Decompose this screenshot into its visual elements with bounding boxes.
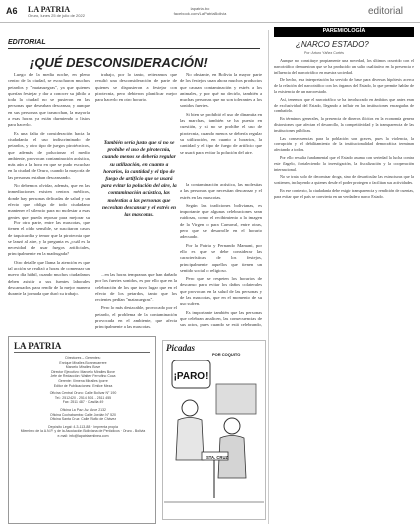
paragraph: Es importante también que las personas que celebran analicen, las consecuencias de sus actos, pues cuando se está celebrando, [180,309,262,328]
info-line: e-mail: info@lapatriaenlinea.com [57,433,109,438]
info-line: Miembro de la A.N.P. y de la Asociación Boliviana de Periódicos · Oruro - Bolivia [20,429,146,434]
editorial-column-1 [8,72,90,222]
info-line: Director Ejecutivo: Marcelo Miralles Bove [51,369,115,374]
editorial-column-1-bottom [8,220,90,330]
paragraph: En ese contexto, la ciudadanía debe exigir transparencia y rendición de cuentas, para evitar que el país se convierta en un verdadero narco Estado. [274,187,414,199]
info-line: Oficina La Paz: Av. Arce 2132 [60,407,106,412]
website-url: lapatria.bo [190,6,210,11]
paragraph: Por ello resulta fundamental que el Estado asuma con seriedad la lucha contra este flagelo, fortaleciendo la investigación, la fiscalización y la cooperación internacional. [274,154,414,172]
column-header: PAREMIOLOGÍA [322,28,366,34]
paragraph: Por la Patria y Fernando Mamani, por ello es que se debe considerar las características de los festejos, principalmente aquellos que tienen un sentido social o religioso. [180,242,262,273]
info-line: Oficina Central Oruro: Calle Bolívar N° 190 [49,391,117,396]
article-author: Por: Arturo Yáñez Cortés [304,51,344,55]
cartoon-strip-title: Picadas [166,343,195,353]
cartoon-author: POR COQUITO [212,352,241,357]
figure-body [176,418,204,461]
info-line: Fax: 2511 487 · Casilla 49 [62,400,104,405]
paragraph: Si bien se prohibió el uso de dinamita en las marchas, también se ha puesto en cuestión, y si no se prohíbe el uso de pirotecnia, cuando menos se debería regular su utilización, en cuanto a horarios, la cantidad y el tipo de fuego de artificio que se usará para evitar la polución del aire. [180,111,262,155]
paragraph: Aunque no constituye propiamente una novedad, los últimos ocurrido con el narcotráfico demuestran que se ha producido un salto cualitativo en la presencia e influencia del narcotráfico en nuestra sociedad. [274,58,414,75]
info-line: Jefe de Redacción: Walter Ferrufino Coca [50,374,116,379]
paragraph: En términos generales, la presencia de dineros ilícitos en la economía genera distorsiones que afectan el desarrollo, la competitividad y la transparencia de las instituciones públicas. [274,116,414,133]
cartoon-sign-text: STA. CRUZ [206,455,229,460]
paragraph: Las consecuencias para la población son graves, pues la violencia, la corrupción y el debilitamiento de la institucionalidad democrática terminan afectando a todos. [274,135,414,153]
paragraph: Otro detalle que llama la atención es que tal acción se realizó a horas de comenzar un nuevo día hábil, cuando muchos ciudadanos deben asistir a sus fuentes laborales descansados para rendir de la mejor manera durante la jornada que duró su trabajo. [8,259,90,297]
info-line: Depósito Legal: 4-3-113-88 · Imprenta propia [48,424,118,429]
info-line: Oficina Santa Cruz: Calle Ñuflo de Chávez [49,417,117,422]
info-line: Marcelo Miralles Bove [65,365,101,370]
figure-head [224,418,240,434]
pull-quote: También sería justo que si no se prohíbe el uso de pirotecnia, cuando menos se debería regular su utilización, en cuanto a horarios, la cantidad y el tipo de fuego de artificio que se usará para evitar la polución del aire, la contaminación acústica, las molestias a las personas que necesitan descansar y el estrés en las mascotas. [101,140,177,219]
paragraph: Luego de la media noche, en pleno centro de la ciudad, se escucharon muchos petardos y "matasuegras", ya que quienes querían festejar y dar a conocer su júbilo a toda la ciudad no se pusieron en las personas que deseaban descansar, y aunque en sus personas que trasnochan, la mayoría a esas horas ya están durmiendo o listos para hacerlo. [8,72,90,128]
dateline: Oruro, lunes 25 de julio de 2022 [28,13,85,18]
paragraph: trabajo, por lo tanto, reiteramos que resultó una desconsideración de parte de quienes se dispusieron a festejar con pirotecnia, pero debieron planificar mejor para hacerlo en otro horario. [95,72,177,103]
cartoon-illustration [164,360,264,510]
column-divider [268,30,269,524]
info-line: Gerente: Ximena Miralles Iporre [58,378,108,383]
editorial-column-3 [180,72,262,180]
section-name: editorial [368,6,404,17]
info-line: Enrique Miralles Bonnecarrere [59,360,107,365]
paragraph: No debemos olvidar, además, que en las inmediaciones existen centros médicos, donde hay personas delicadas de salud y un efecto que obliga de todo ciudadano mantener el silencio para no molestar a esas gentes que pueda reposar para mejorar su [8,183,90,220]
editorial-label: EDITORIAL [8,39,46,46]
masthead-rule [14,352,150,353]
article-body [274,58,414,524]
editorial-title: ¡QUÉ DESCONSIDERACIÓN! [30,55,208,70]
paragraph: No se trata solo de decomisar droga, sino de desarticular las estructuras que la sostienen, incluyendo a quienes desde el poder protegen o facilitan sus actividades. [274,174,414,186]
masthead-info [14,356,152,439]
article-title: ¿NARCO ESTADO? [296,40,369,49]
facebook-url: facebook.com/LaPatriaBolivia [173,11,227,16]
info-line: Directores – Gerentes: [65,356,101,360]
website-info [160,6,240,16]
editorial-rule [8,48,260,49]
editorial-column-2-bottom [95,272,177,330]
editorial-column-2 [95,72,177,132]
newspaper-logo: LA PATRIA [28,5,71,14]
cartoon-block [216,384,256,414]
editorial-column-3-bottom [180,182,262,330]
masthead-title: LA PATRIA [14,341,62,351]
paragraph: Es una falta de consideración hacia la ciudadanía el uso indiscriminado de petardos, y otro tipo de juegos pirotécnicos, que además de polucionar el medio ambiente, provocan contaminación acústica, más aún a la hora en que se pudo escuchar en la ciudad de Oruro, cuando la mayoría de las personas estaban descansando. [8,130,90,180]
info-line: Oficina Cochabamba: Calle Jordán N° 520 [50,412,116,417]
info-line: Tel.: 2512420 - 2514 501 - 2511 455 [54,395,112,400]
paragraph: Según las tradiciones bolivianas, es importante que algunas celebraciones sean ruidosas, como el recibimiento a la imagen de la Virgen o para Carnaval, entre otras, pero que se desarrolle en el horario adecuado. [180,202,262,240]
figure-head [182,400,198,416]
paragraph: ...en las horas tempranas que han dañado por los fuertes sonidos, es por ello que en la celebración de los que tuvo lugar que en el efecto de los petardos, tanto que los recientes pedían "matasuegras". [95,272,177,303]
paragraph: Pero lo más destacable, provocado por el petardo, el problema de la contaminación provocada en el ambiente, que afecta principalmente a las mascotas. [95,305,177,330]
paragraph: Por otra parte, entre las mascotas, que tienen el oído sensible, se suscitaron casos de taquicardia y temor que la pirotecnia que se lanzó al aire, y la pregunta es ¿cuál es la necesidad de usar fuegos artificiales, principalmente en la madrugada? [8,220,90,257]
page-number: A6 [6,6,18,16]
paragraph: la contaminación acústica, las molestias a las personas que necesitan descansar y el estrés en las mascotas. [180,182,262,200]
speech-bubble-text: ¡PARO! [173,371,209,382]
paragraph: No obstante, en Bolivia la mayor parte de los festejos usan ahora muchos productos que causan contaminación y estrés a los animales, y por qué no decirlo, también a muchas personas que no son tolerantes a los sonidos fuertes. [180,72,262,109]
paragraph: Así, tenemos que el narcotráfico se ha involucrado en ámbitos que antes eran de exclusividad del Estado, llegando a influir en las instituciones encargadas de combatirlo. [274,96,414,114]
paragraph: De hecho, esa interpretación ha servido de base para diversas hipótesis acerca de la relación del narcotráfico con los órganos del Estado, lo que permite hablar de la existencia de un narcoestado. [274,77,414,94]
paragraph: Pero que se respeten los horarios de descanso para evitar los daños colaterales que provocan en la salud de las personas y de las mascotas, que en el momento de su uso sufren. [180,276,262,307]
info-line: Editor de Publicaciones: Emilce Meza [53,383,113,388]
